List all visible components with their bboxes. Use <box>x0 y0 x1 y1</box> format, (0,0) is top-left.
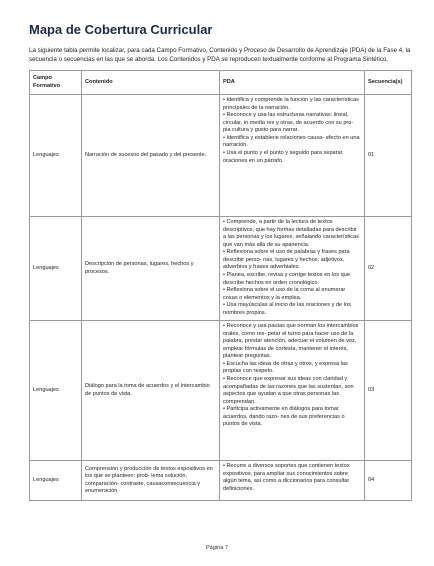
pda-item: • Recurre a diversos soportes que contienen textos expositivos, para ampliar sus conocimientos sobre algún tema, así como a diccionarios para consultar definiciones. <box>223 463 350 492</box>
cell-campo: Lenguajes <box>30 461 82 501</box>
pda-item: • Reconoce que expresar sus ideas con claridad y acompañadas de las razones que las sustentan, son aspectos que ayudan a que otras personas las comprendan. <box>223 376 354 405</box>
cell-pda <box>220 217 365 321</box>
cell-contenido: Diálogo para la toma de acuerdos y el intercambio de puntos de vista. <box>82 321 220 461</box>
pda-item: • Usa el punto y el punto y seguido para separar oraciones en un párrafo. <box>223 150 343 164</box>
cell-pda <box>220 95 365 217</box>
header-secuencia: Secuencia(s) <box>365 71 412 95</box>
cell-campo: Lenguajes <box>30 321 82 461</box>
curriculum-table <box>29 70 412 501</box>
header-pda: PDA <box>220 71 365 95</box>
pda-item: • Escucha las ideas de otras y otros, y expresa las propias con respeto. <box>223 360 348 375</box>
cell-contenido: Narración de sucesos del pasado y del presente. <box>82 95 220 217</box>
pda-item: • Reflexiona sobre el uso de la coma al enumerar cosas o elementos y la emplea. <box>223 287 346 301</box>
cell-campo: Lenguajes <box>30 217 82 321</box>
cell-secuencia: 02 <box>365 217 412 321</box>
cell-contenido: Descripción de personas, lugares, hechos y procesos. <box>82 217 220 321</box>
pda-item: • Identifica y establece relaciones causa- efecto en una narración. <box>223 134 360 149</box>
table-row <box>30 461 412 501</box>
pda-item: • Reflexiona sobre el uso de palabras y frases para describir perso- nas, lugares y hechos: adjetivos, adverbios y frases adverbiales. <box>223 249 350 271</box>
page <box>29 0 411 501</box>
cell-campo: Lenguajes <box>30 95 82 217</box>
pda-item: • Participa activamente en diálogos para tomar acuerdos, dando razo- nes de sus preferencias o puntos de vista. <box>223 406 345 428</box>
cell-pda <box>220 461 365 501</box>
header-campo: Campo Formativo <box>30 71 82 95</box>
pda-item: • Usa mayúsculas al inicio de las oraciones y de los nombres propios. <box>223 302 351 316</box>
cell-secuencia: 04 <box>365 461 412 501</box>
pda-item: • Reconoce y usa pautas que norman los intercambios orales, como res- petar el turno para hacer uso de la palabra, prestar atención, adecuar el volumen de voz, emplear fórmulas de cortesía, mantener el interés, plantear preguntas. <box>223 323 359 360</box>
intro-paragraph: La siguiente tabla permite localizar, para cada Campo Formativo, Contenido y Proceso de Desarrollo de Aprendizaje (PDA) de la Fase 4, la secuencia o secuencias en las que se aborda. Los Contenidos y PDA se reproducen textualmente conforme al Programa Sintético. <box>29 47 411 63</box>
header-contenido: Contenido <box>82 71 220 95</box>
pda-item: • Planea, escribe, revisa y corrige textos en los que describe hechos en orden cronológico. <box>223 272 350 286</box>
cell-contenido: Comprensión y producción de textos expositivos en los que se planteen: prob- lema solución, comparación- contraste, causaconsecuencia y enumeración. <box>82 461 220 501</box>
table-row <box>30 321 412 461</box>
page-number: Página 7 <box>205 545 229 551</box>
table-header-row <box>30 71 412 95</box>
page-title: Mapa de Cobertura Curricular <box>29 22 213 37</box>
table-row <box>30 217 412 321</box>
pda-item: • Identifica y comprende la función y las características principales de la narración. <box>223 97 359 111</box>
cell-secuencia: 03 <box>365 321 412 461</box>
pda-item: • Reconoce y usa las estructuras narrativas: lineal, circular, in media res y otras, de acuerdo con su pro- pia cultura y gusto para narrar. <box>223 112 354 134</box>
cell-pda <box>220 321 365 461</box>
pda-item: • Comprende, a partir de la lectura de textos descriptivos, que hay formas detalladas para describir a las personas y los lugares, señalando características que van más allá de su apariencia. <box>223 219 359 248</box>
table-row <box>30 95 412 217</box>
cell-secuencia: 01 <box>365 95 412 217</box>
